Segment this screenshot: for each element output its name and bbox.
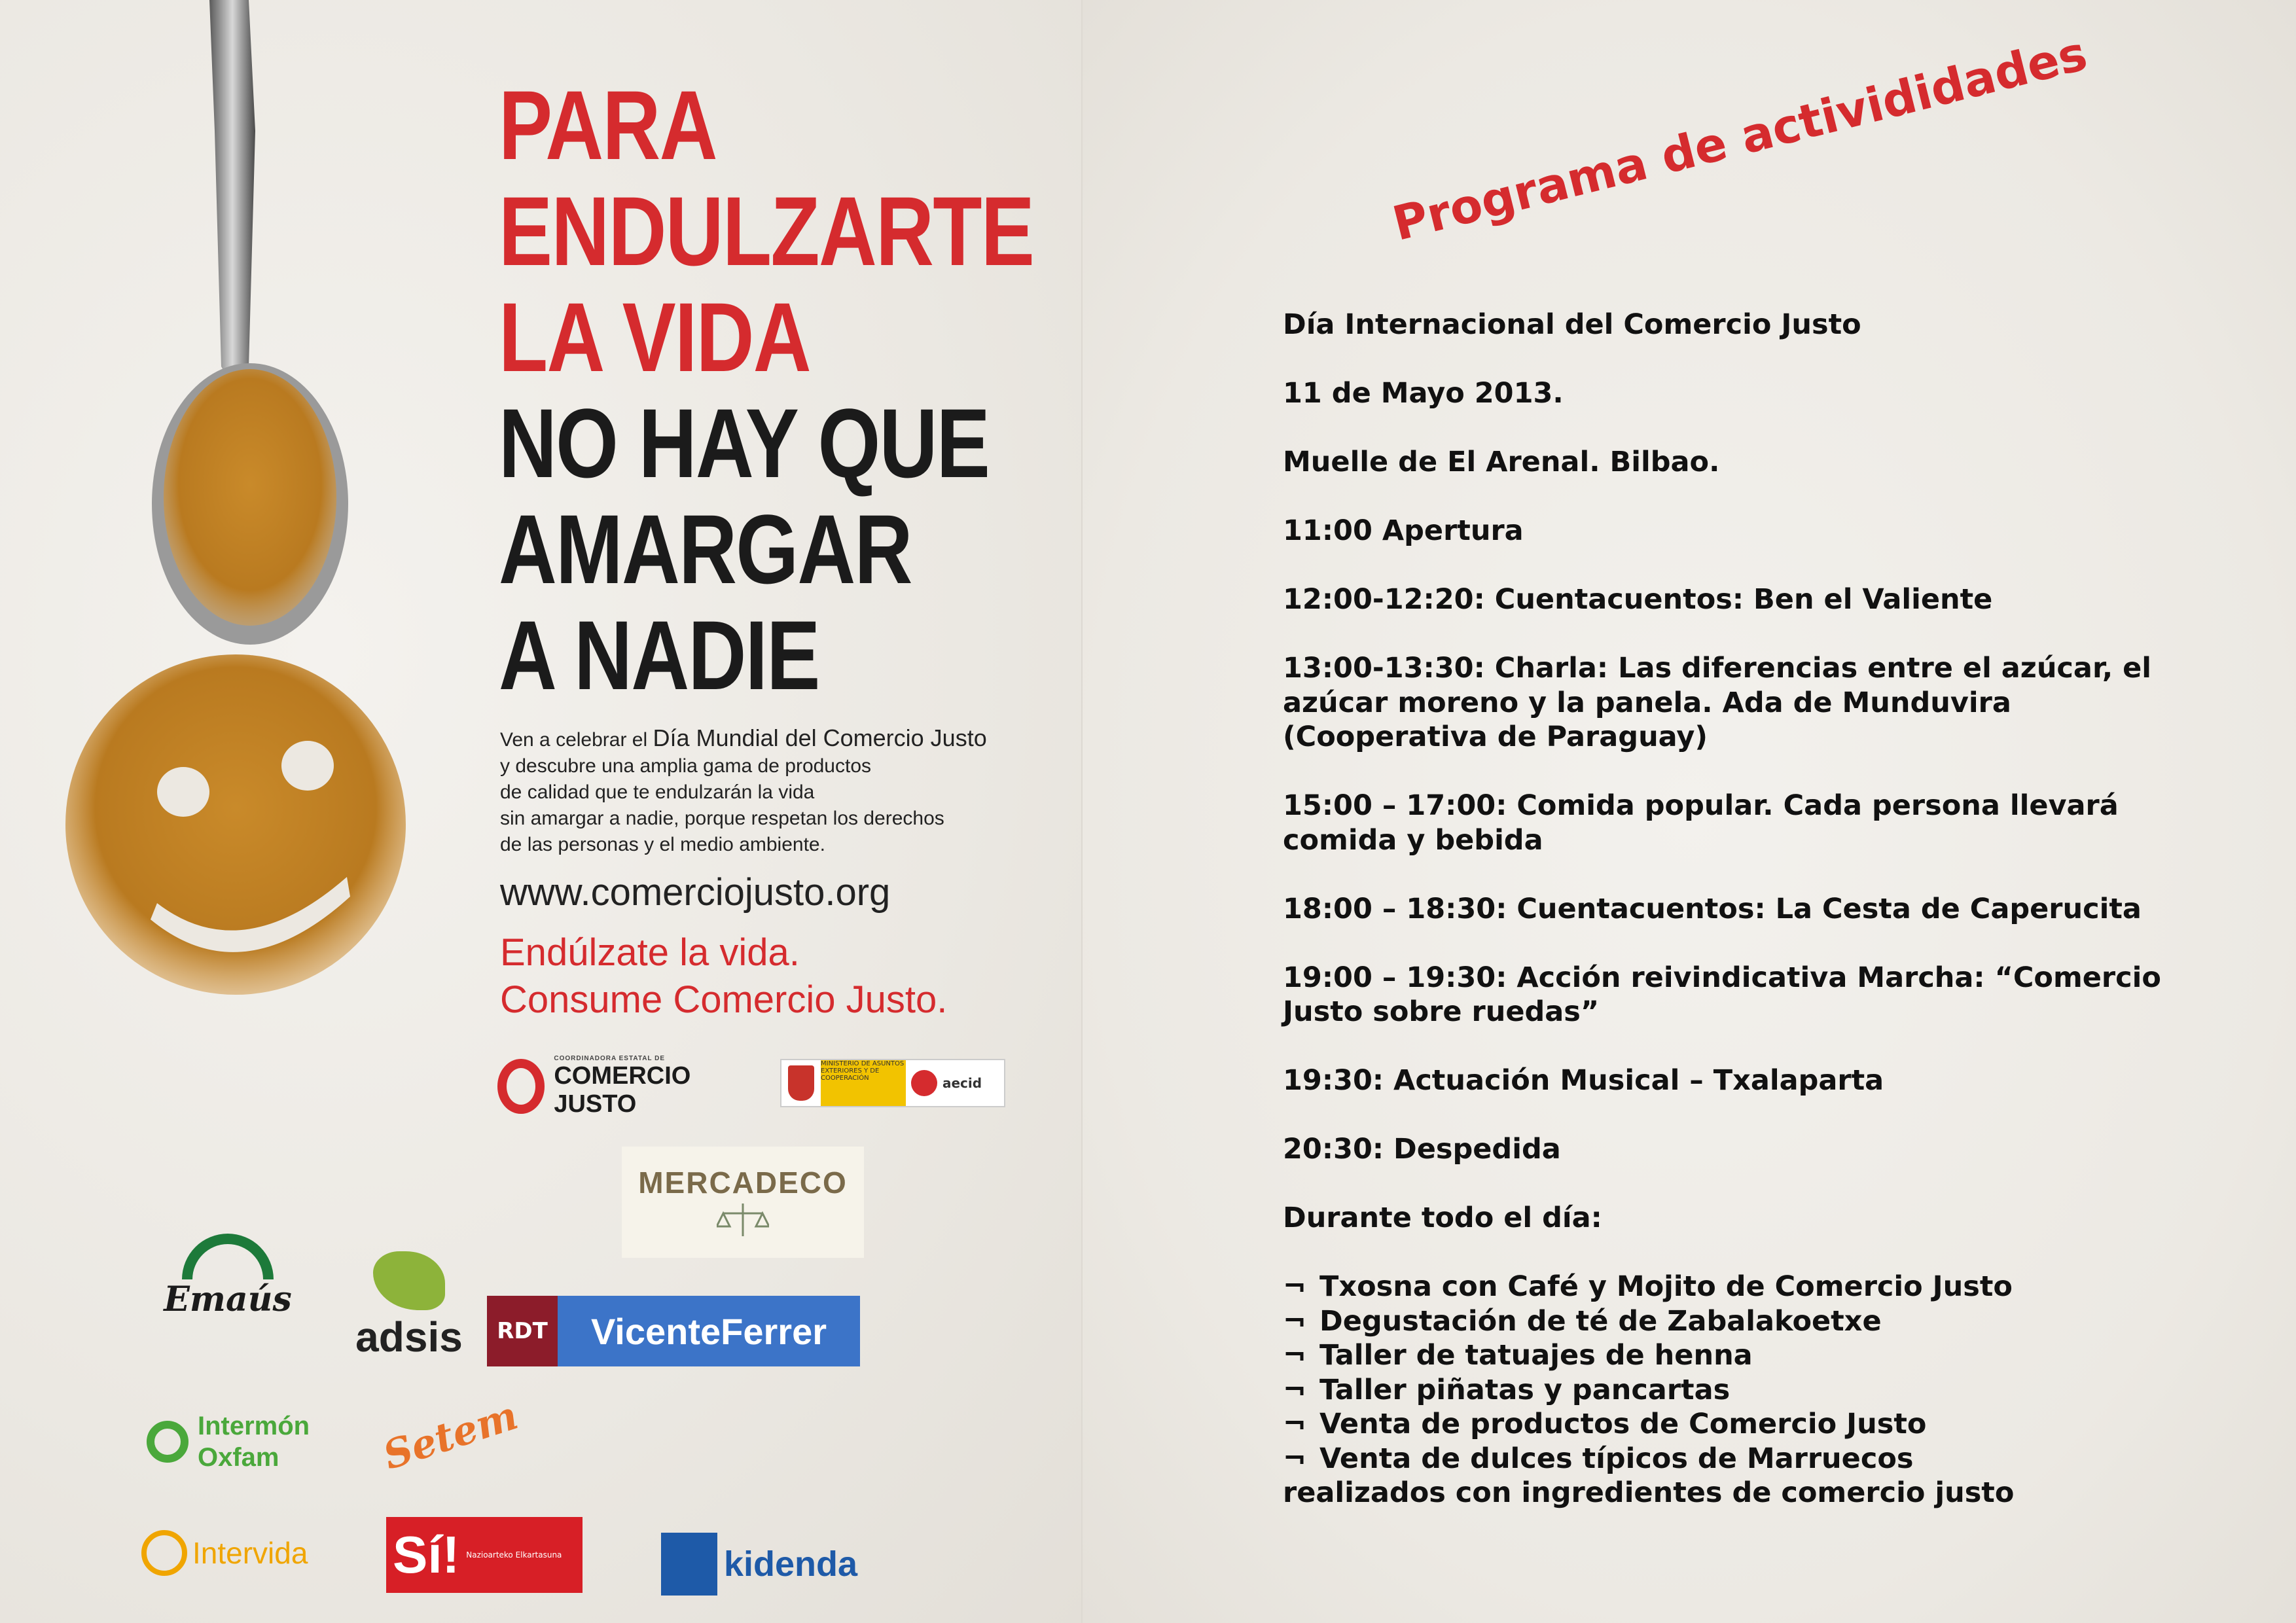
- logo-vicente-ferrer: [487, 1296, 860, 1366]
- oxfam-line: Intermón: [198, 1412, 310, 1440]
- program-list: [1283, 308, 2225, 1510]
- program-item: 11:00 Apertura: [1283, 514, 1524, 547]
- logo-mercadeco: [622, 1147, 864, 1258]
- kidenda-icon: [661, 1533, 717, 1596]
- during-section: [1283, 1201, 2225, 1510]
- logo-intervida: [141, 1517, 331, 1589]
- headline-line: NO HAY QUE: [499, 388, 990, 498]
- headline-line: LA VIDA: [499, 282, 810, 392]
- logo-comercio-justo: [497, 1054, 733, 1119]
- bullet-icon: ¬: [1283, 1339, 1307, 1372]
- intervida-name: Intervida: [192, 1536, 308, 1570]
- logo-si: [386, 1517, 583, 1593]
- during-item: [1283, 1407, 2225, 1442]
- oxfam-icon: [147, 1421, 188, 1463]
- lead-line: de calidad que te endulzarán la vida: [500, 781, 815, 803]
- bullet-icon: ¬: [1283, 1373, 1307, 1406]
- during-item: [1283, 1270, 2225, 1304]
- vicente-ferrer-name: VicenteFerrer: [558, 1296, 860, 1366]
- setem-name: Setem: [377, 1393, 524, 1479]
- logo-kidenda: [661, 1529, 857, 1599]
- headline-line: PARA: [499, 70, 717, 180]
- during-item: [1283, 1442, 2225, 1476]
- website-link[interactable]: www.comerciojusto.org: [500, 871, 891, 914]
- emaus-name: Emaús: [164, 1279, 292, 1319]
- spoon-sugar: [164, 369, 336, 626]
- bullet-icon: ¬: [1283, 1304, 1307, 1338]
- spoon-smiley-illustration: [52, 0, 419, 1047]
- headline-line: AMARGAR: [499, 494, 912, 604]
- emaus-icon: [182, 1234, 274, 1279]
- spain-shield-icon: [788, 1065, 814, 1101]
- adsis-icon: [373, 1251, 445, 1310]
- during-item: [1283, 1304, 2225, 1339]
- ministerio-label: MINISTERIO DE ASUNTOS EXTERIORES Y DE COOPERACIÓN: [821, 1060, 906, 1106]
- program-item: 18:00 – 18:30: Cuentacuentos: La Cesta de Caperucita: [1283, 892, 2142, 925]
- lead-line: de las personas y el medio ambiente.: [500, 834, 825, 855]
- program-item: 15:00 – 17:00: Comida popular. Cada persona llevará comida y bebida: [1283, 789, 2119, 857]
- during-item-text: Venta de dulces típicos de Marruecos: [1319, 1442, 1914, 1475]
- spoon-handle: [209, 0, 255, 393]
- during-item-text: Venta de productos de Comercio Justo: [1319, 1408, 1927, 1440]
- logo-adsis: [339, 1243, 479, 1361]
- logo-emaus: [156, 1211, 300, 1342]
- bullet-icon: ¬: [1283, 1270, 1307, 1303]
- headline-line: A NADIE: [499, 600, 819, 710]
- adsis-name: adsis: [355, 1313, 463, 1361]
- during-item-text: Txosna con Café y Mojito de Comercio Justo: [1319, 1270, 2013, 1303]
- during-item: [1283, 1373, 2225, 1408]
- lead-event: Día Mundial del Comercio Justo: [653, 724, 987, 751]
- logo-setem: [377, 1393, 524, 1479]
- kidenda-name: kidenda: [723, 1544, 857, 1584]
- front-cover: [0, 0, 1083, 1623]
- lead-prefix: Ven a celebrar el: [500, 729, 648, 751]
- during-item-text: Taller de tatuajes de henna: [1319, 1339, 1753, 1372]
- program-item: 11 de Mayo 2013.: [1283, 377, 1564, 410]
- during-closing: realizados con ingredientes de comercio justo: [1283, 1476, 2015, 1509]
- logo-ministerio-aecid: [780, 1059, 1005, 1107]
- rdt-mark: RDT: [487, 1296, 558, 1366]
- slogan-line: Consume Comercio Justo.: [500, 978, 948, 1021]
- during-item: [1283, 1338, 2225, 1373]
- program-item: Día Internacional del Comercio Justo: [1283, 308, 1861, 341]
- headline: [499, 72, 1033, 708]
- program-item: 13:00-13:30: Charla: Las diferencias entre el azúcar, el azúcar moreno y la panela. Ada de Munduvira (Cooperativa de Paraguay): [1283, 652, 2152, 753]
- slogan: [500, 929, 947, 1024]
- aecid-name: aecid: [942, 1075, 982, 1091]
- lead-line: y descubre una amplia gama de productos: [500, 755, 872, 777]
- lead-text: [500, 725, 1024, 858]
- program-title: Programa de activididades: [1387, 26, 2092, 251]
- program-item: 20:30: Despedida: [1283, 1133, 1561, 1166]
- program-item: 12:00-12:20: Cuentacuentos: Ben el Valiente: [1283, 583, 1993, 616]
- cej-small: COORDINADORA ESTATAL DE: [554, 1054, 666, 1062]
- headline-line: ENDULZARTE: [499, 176, 1034, 286]
- cej-name: COMERCIO JUSTO: [554, 1061, 691, 1118]
- sugar-smiley: [65, 654, 406, 995]
- scales-icon: [717, 1200, 769, 1240]
- mercadeco-name: MERCADECO: [638, 1166, 848, 1200]
- lead-line: sin amargar a nadie, porque respetan los derechos: [500, 808, 944, 829]
- si-small: Nazioarteko Elkartasuna: [466, 1550, 562, 1560]
- during-title: Durante todo el día:: [1283, 1202, 1602, 1234]
- logo-intermon-oxfam: [147, 1406, 317, 1478]
- slogan-line: Endúlzate la vida.: [500, 931, 800, 974]
- cej-icon: [497, 1059, 545, 1114]
- program-item: Muelle de El Arenal. Bilbao.: [1283, 446, 1720, 478]
- program-item: 19:00 – 19:30: Acción reivindicativa Marcha: “Comercio Justo sobre ruedas”: [1283, 961, 2161, 1028]
- aecid-icon: [911, 1070, 937, 1096]
- during-item-text: Taller piñatas y pancartas: [1319, 1373, 1731, 1406]
- si-name: Sí!: [393, 1525, 460, 1584]
- oxfam-line: Oxfam: [198, 1443, 279, 1472]
- bullet-icon: ¬: [1283, 1408, 1307, 1440]
- during-item-text: Degustación de té de Zabalakoetxe: [1319, 1304, 1882, 1338]
- bullet-icon: ¬: [1283, 1442, 1307, 1475]
- during-list: [1283, 1270, 2225, 1510]
- sun-icon: [141, 1530, 187, 1576]
- program-item: 19:30: Actuación Musical – Txalaparta: [1283, 1064, 1884, 1097]
